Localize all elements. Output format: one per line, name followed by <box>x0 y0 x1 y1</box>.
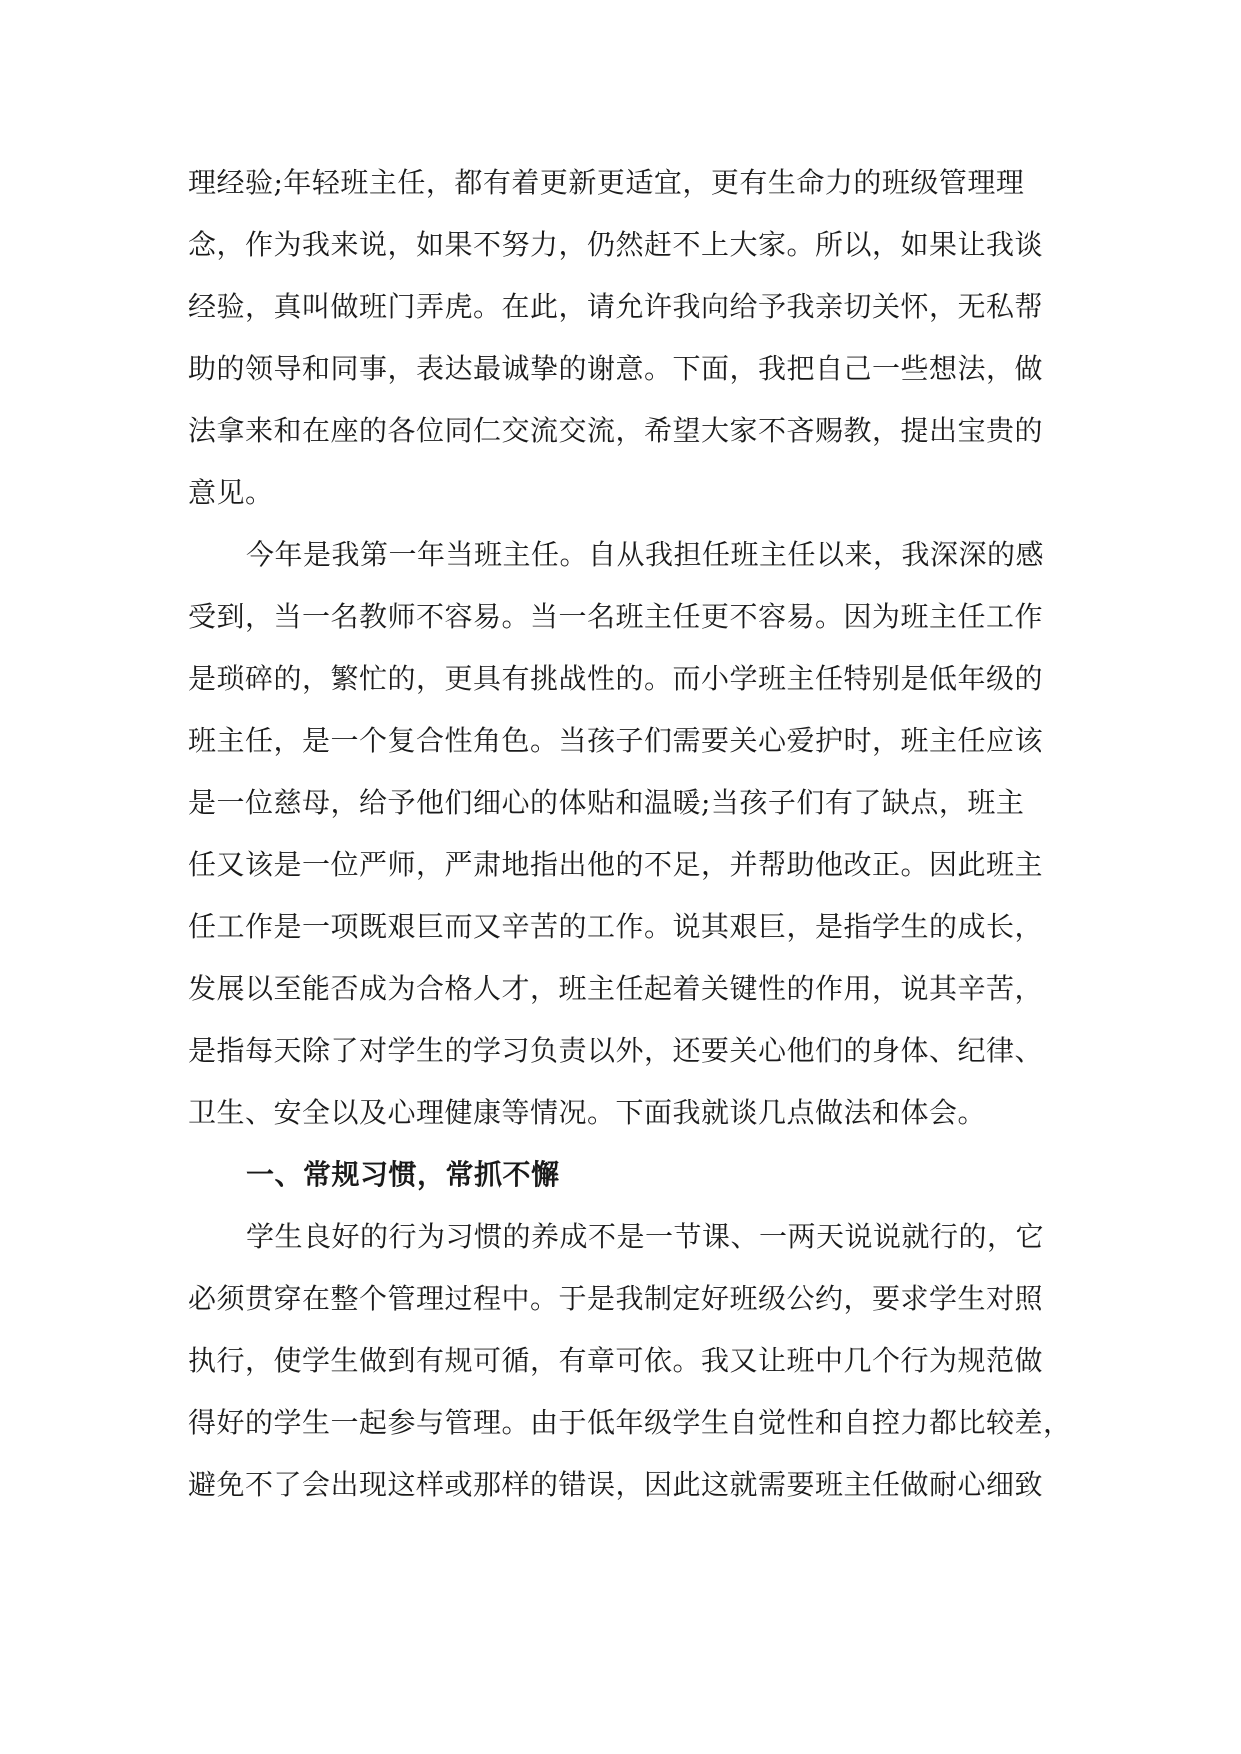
paragraph-line: 经验，真叫做班门弄虎。在此，请允许我向给予我亲切关怀，无私帮 <box>188 290 1044 323</box>
paragraph-line: 执行，使学生做到有规可循，有章可依。我又让班中几个行为规范做 <box>188 1344 1044 1377</box>
paragraph-line: 是指每天除了对学生的学习负责以外，还要关心他们的身体、纪律、 <box>188 1034 1044 1067</box>
paragraph-line: 避免不了会出现这样或那样的错误，因此这就需要班主任做耐心细致 <box>188 1468 1044 1501</box>
paragraph-line: 念，作为我来说，如果不努力，仍然赶不上大家。所以，如果让我谈 <box>188 228 1044 261</box>
paragraph-line: 是一位慈母，给予他们细心的体贴和温暖;当孩子们有了缺点，班主 <box>188 786 1025 819</box>
paragraph-line: 意见。 <box>188 476 274 509</box>
paragraph-line: 学生良好的行为习惯的养成不是一节课、一两天说说就行的，它 <box>246 1220 1045 1253</box>
paragraph-line: 任又该是一位严师，严肃地指出他的不足，并帮助他改正。因此班主 <box>188 848 1044 881</box>
paragraph-line: 发展以至能否成为合格人才，班主任起着关键性的作用，说其辛苦， <box>188 972 1044 1005</box>
section-heading: 一、常规习惯，常抓不懈 <box>246 1158 560 1191</box>
paragraph-line: 必须贯穿在整个管理过程中。于是我制定好班级公约，要求学生对照 <box>188 1282 1044 1315</box>
paragraph-line: 任工作是一项既艰巨而又辛苦的工作。说其艰巨，是指学生的成长， <box>188 910 1044 943</box>
paragraph-line: 得好的学生一起参与管理。由于低年级学生自觉性和自控力都比较差， <box>188 1406 1072 1439</box>
paragraph-line: 是琐碎的，繁忙的，更具有挑战性的。而小学班主任特别是低年级的 <box>188 662 1044 695</box>
paragraph-line: 理经验;年轻班主任，都有着更新更适宜，更有生命力的班级管理理 <box>188 166 1025 199</box>
paragraph-line: 法拿来和在座的各位同仁交流交流，希望大家不吝赐教，提出宝贵的 <box>188 414 1044 447</box>
paragraph-line: 卫生、安全以及心理健康等情况。下面我就谈几点做法和体会。 <box>188 1096 987 1129</box>
document-body <box>188 152 1072 1516</box>
paragraph-line: 助的领导和同事，表达最诚挚的谢意。下面，我把自己一些想法，做 <box>188 352 1044 385</box>
paragraph-line: 受到，当一名教师不容易。当一名班主任更不容易。因为班主任工作 <box>188 600 1044 633</box>
paragraph-line: 班主任，是一个复合性角色。当孩子们需要关心爱护时，班主任应该 <box>188 724 1044 757</box>
paragraph-line: 今年是我第一年当班主任。自从我担任班主任以来，我深深的感 <box>246 538 1045 571</box>
